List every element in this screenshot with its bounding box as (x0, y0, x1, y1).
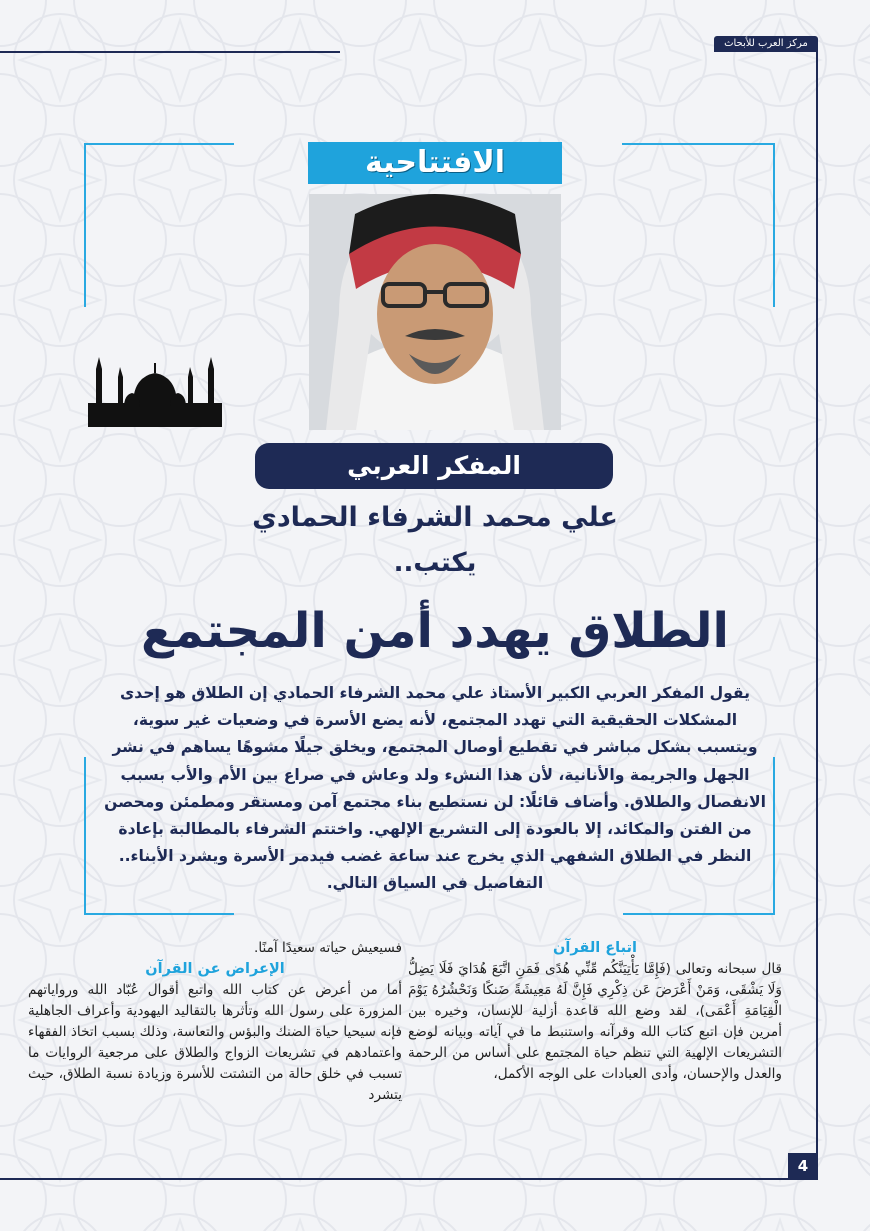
frame-line (84, 143, 234, 145)
section-heading: اتباع القرآن (553, 940, 637, 956)
brand-label: مركز العرب للأبحاث (714, 36, 818, 52)
body-text: قال سبحانه وتعالى (فَإِمَّا يَأْتِيَنَّكُم مِّنِّي هُدًى فَمَنِ اتَّبَعَ هُدَايَ فَلَا يَضِلُّ وَلَا يَشْقَى، وَمَنْ أَعْرَضَ عَن ذِكْرِي فَإِنَّ لَهُ مَعِيشَةً ضَنكًا وَنَحْشُرُهُ يَوْمَ الْقِيَامَةِ أَعْمَى)، لقد وضع الله قاعدة أزلية للإنسان، وخيره بين أمرين فإن اتبع كتاب الله وقرآنه واستنبط ما في آياته وبيانه لوضع التشريعات الإلهية التي تنظم حياة المجتمع على أساس من الرحمة والعدل والإحسان، وأدى العبادات على الوجه الأكمل، (408, 961, 782, 1082)
article-intro: يقول المفكر العربي الكبير الأستاذ علي محمد الشرفاء الحمادي إن الطلاق هو إحدى المشكلات الحقيقية التي تهدد المجتمع، لأنه يضع الأسرة في وضعيات غير سوية، ويتسبب بشكل مباشر في تقطيع أوصال المجتمع، ويخلق جيلًا مشوهًا يساهم في نشر الجهل والجريمة والأنانية، لأن هذا النشء ولد وعاش في صراع بين الأم والأب بسبب الانفصال والطلاق. وأضاف قائلًا: لن نستطيع بناء مجتمع آمن ومستقر ومطمئن ومحصن من الفتن والمكائد، إلا بالعودة إلى التشريع الإلهي. واختتم الشرفاء بالمطالبة بإعادة النظر في الطلاق الشفهي الذي يخرج عند ساعة غضب فيدمر الأسرة ويشرد الأبناء.. التفاصيل في السياق التالي. (104, 684, 766, 893)
page-frame-right (816, 48, 818, 1178)
frame-line (84, 913, 234, 915)
column-right (408, 938, 782, 1085)
frame-line (622, 143, 774, 145)
section-banner: الافتتاحية (308, 142, 562, 184)
body-text-lead: فسيعيش حياته سعيدًا آمنًا. (254, 940, 402, 956)
frame-line (623, 913, 775, 915)
page-number: 4 (788, 1153, 818, 1180)
author-portrait (309, 194, 561, 430)
author-name: علي محمد الشرفاء الحمادي (252, 502, 618, 533)
writes-label: يكتب.. (393, 548, 477, 578)
top-rule (0, 51, 340, 53)
frame-line (773, 143, 775, 307)
mosque-silhouette (88, 355, 222, 427)
column-left (28, 938, 402, 1106)
frame-line (84, 143, 86, 307)
frame-line (84, 757, 86, 914)
author-title: المفكر العربي (255, 443, 613, 489)
article-title: الطلاق يهدد أمن المجتمع (141, 603, 729, 659)
section-heading: الإعراض عن القرآن (145, 961, 285, 977)
frame-line (773, 757, 775, 914)
body-text: أما من أعرض عن كتاب الله واتبع أقوال عُبّاد الله ورواياتهم المزورة على رسول الله وتأثرها بالتقاليد اليهودية وأعراف الجاهلية فإنه سيحيا حياة الضنك والبؤس والتعاسة، وذلك بسبب اتخاذ الفقهاء واعتمادهم في تشريعات الزواج والطلاق على مرجعية الروايات ما تسبب في خلق حالة من التشتت للأسرة وزيادة نسبة الطلاق، حيث يتشرد (28, 982, 402, 1103)
page-frame-bottom (0, 1178, 818, 1180)
